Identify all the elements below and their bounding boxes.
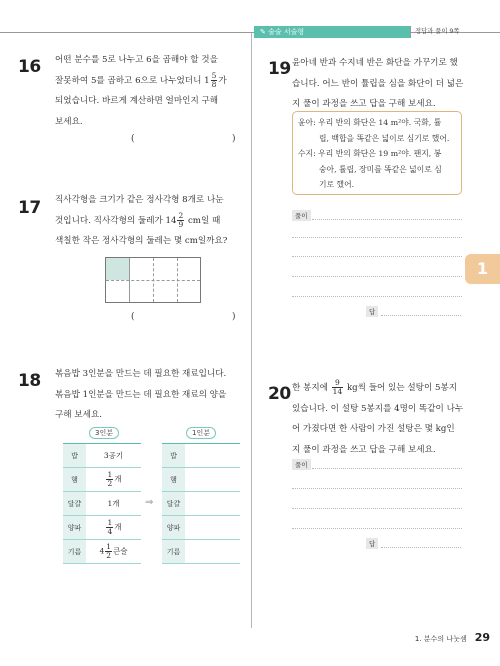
question-number-20: 20 — [268, 384, 291, 404]
answer-label: 답 — [366, 306, 378, 317]
speech-line: 숭아, 튤립, 장미를 똑같은 넓이로 심 — [319, 164, 442, 174]
final-answer-line[interactable] — [381, 547, 461, 548]
fraction-denominator: 9 — [178, 219, 184, 229]
question-20-text — [292, 378, 472, 460]
q16-line: 되었습니다. 바르게 계산하면 얼마인지 구해 — [55, 96, 219, 106]
table-row — [63, 540, 141, 564]
row-label: 기름 — [63, 540, 86, 564]
conversation-text — [298, 115, 460, 193]
answer-cell[interactable] — [185, 540, 240, 564]
q19-line: 습니다. 어느 반이 튤립을 심을 화단이 더 넓은 — [292, 78, 464, 89]
question-number-19: 19 — [268, 59, 291, 79]
answer-line[interactable] — [312, 468, 462, 469]
whole-number: 4 — [99, 546, 105, 556]
answer-line[interactable] — [312, 219, 462, 220]
table-row — [162, 468, 240, 492]
answer-line[interactable] — [292, 256, 462, 257]
q20-line: 지 풀이 과정을 쓰고 답을 구해 보세요. — [292, 444, 436, 455]
solution-label: 풀이 — [292, 459, 311, 470]
q17-line-part: 것입니다. 직사각형의 둘레가 14 — [55, 215, 177, 226]
row-value — [86, 516, 141, 540]
question-19-text — [292, 53, 472, 115]
answer-line[interactable] — [292, 276, 462, 277]
answer-cell[interactable] — [185, 468, 240, 492]
q16-line: 보세요. — [55, 116, 83, 127]
answer-line[interactable] — [292, 237, 462, 238]
grid-line — [106, 280, 200, 281]
q18-line: 볶음밥 3인분을 만드는 데 필요한 재료입니다. — [55, 369, 227, 379]
speech-line: 윤아: 우리 반의 화단은 14 m²야. 국화, 튤 — [298, 118, 442, 127]
row-label: 햄 — [63, 468, 86, 492]
q20-line-part: kg씩 들어 있는 설탕이 5봉지 — [344, 383, 458, 393]
q16-answer-blank[interactable] — [139, 134, 229, 147]
footer-chapter: 1. 분수의 나눗셈 — [414, 635, 467, 643]
q16-line-part: 가 — [218, 75, 227, 86]
final-answer-line[interactable] — [381, 315, 461, 316]
speech-line: 수지: 우리 반의 화단은 19 m²야. 팬지, 봉 — [298, 149, 442, 158]
fraction-numerator: 1 — [107, 470, 113, 479]
arrow-icon: ⇒ — [145, 497, 154, 508]
fraction — [332, 379, 344, 396]
unit: 개 — [114, 474, 122, 484]
fraction — [106, 471, 113, 488]
row-value — [86, 468, 141, 492]
q16-line — [55, 71, 250, 92]
unit: 큰술 — [113, 546, 128, 556]
fraction-denominator: 4 — [107, 527, 113, 536]
fraction-numerator: 1 — [106, 542, 112, 551]
speech-line: 기로 했어. — [319, 180, 355, 189]
row-label: 달걀 — [63, 492, 86, 516]
fraction-denominator: 2 — [107, 479, 113, 488]
row-value: 3공기 — [86, 444, 141, 468]
row-label: 기름 — [162, 540, 185, 564]
table-row — [162, 516, 240, 540]
table-row — [63, 468, 141, 492]
fraction-denominator: 2 — [106, 551, 112, 560]
q20-line: 있습니다. 이 설탕 5봉지를 4명이 똑같이 나누 — [292, 403, 464, 414]
answer-label: 답 — [366, 538, 378, 549]
row-value: 1개 — [86, 492, 141, 516]
pencil-icon: ✎ — [260, 28, 269, 36]
ingredients-table-1 — [162, 443, 240, 564]
side-tab-label: 1 — [476, 259, 489, 278]
fraction-numerator: 5 — [211, 70, 217, 80]
row-label: 달걀 — [162, 492, 185, 516]
q17-answer-blank[interactable] — [139, 312, 229, 325]
question-number-16: 16 — [18, 57, 41, 77]
rectangle-grid — [105, 257, 201, 303]
footer — [380, 626, 490, 645]
answer-line[interactable] — [292, 508, 462, 509]
row-label: 양파 — [162, 516, 185, 540]
answer-line[interactable] — [292, 296, 462, 297]
q18-line: 구해 보세요. — [55, 410, 102, 420]
table-header-3servings: 3인분 — [89, 427, 119, 439]
fraction — [177, 212, 184, 229]
shaded-square — [106, 258, 129, 280]
q17-line — [55, 211, 250, 232]
fraction-denominator: 14 — [332, 387, 343, 396]
fraction-denominator: 8 — [211, 79, 217, 89]
header-badge — [254, 26, 410, 38]
fraction-numerator: 9 — [332, 379, 344, 388]
fraction-numerator: 2 — [178, 210, 184, 220]
question-18-text — [55, 364, 250, 426]
q19-line: 지 풀이 과정을 쓰고 답을 구해 보세요. — [292, 99, 436, 109]
chapter-side-tab — [465, 254, 500, 284]
question-number-17: 17 — [18, 198, 41, 218]
q19-line: 윤아네 반과 수지네 반은 화단을 가꾸기로 했 — [292, 58, 458, 68]
row-label: 양파 — [63, 516, 86, 540]
fraction-numerator: 1 — [107, 518, 113, 527]
row-value — [86, 540, 141, 564]
answer-cell[interactable] — [185, 492, 240, 516]
table-row — [162, 444, 240, 468]
q17-answer-paren-close: ) — [232, 312, 236, 322]
q17-answer-paren-open: ( — [131, 312, 135, 322]
row-label: 밥 — [162, 444, 185, 468]
q18-line: 볶음밥 1인분을 만드는 데 필요한 재료의 양을 — [55, 389, 227, 400]
q20-line: 어 가졌다면 한 사람이 가진 설탕은 몇 kg인 — [292, 424, 455, 434]
table-row — [63, 492, 141, 516]
answer-ref — [410, 26, 495, 38]
q16-answer-paren-open: ( — [131, 134, 135, 144]
q20-line — [292, 378, 472, 399]
fraction — [106, 519, 113, 536]
q17-line-part: cm일 때 — [185, 215, 221, 226]
solution-label: 풀이 — [292, 210, 311, 221]
question-number-18: 18 — [18, 371, 41, 391]
q16-answer-paren-close: ) — [232, 134, 236, 144]
row-label: 햄 — [162, 468, 185, 492]
answer-cell[interactable] — [185, 444, 240, 468]
header-badge-text: 술술 서술형 — [268, 28, 305, 36]
row-label: 밥 — [63, 444, 86, 468]
q20-line-part: 한 봉지에 — [292, 383, 331, 393]
page-number: 29 — [474, 631, 490, 644]
table-row — [162, 492, 240, 516]
q17-line: 색칠한 작은 정사각형의 둘레는 몇 cm일까요? — [55, 236, 228, 246]
q16-line-part: 잘못하여 5를 곱하고 6으로 나누었더니 1 — [55, 75, 210, 86]
column-divider — [251, 33, 252, 628]
table-row — [63, 516, 141, 540]
q16-line: 어떤 분수를 5로 나누고 6을 곱해야 할 것을 — [55, 55, 218, 65]
unit: 개 — [114, 522, 122, 532]
answer-line[interactable] — [292, 528, 462, 529]
answer-ref-text: 정답과 풀이 9쪽 — [415, 28, 460, 35]
fraction — [105, 543, 112, 560]
ingredients-table-3 — [63, 443, 141, 564]
answer-line[interactable] — [292, 488, 462, 489]
table-row — [162, 540, 240, 564]
question-16-text — [55, 50, 250, 132]
q17-line: 직사각형을 크기가 같은 정사각형 8개로 나눈 — [55, 195, 224, 205]
speech-line: 립, 백합을 똑같은 넓이로 심기로 했어. — [319, 133, 450, 143]
answer-cell[interactable] — [185, 516, 240, 540]
table-header-1serving: 1인분 — [186, 427, 216, 439]
fraction — [211, 72, 218, 89]
table-row — [63, 444, 141, 468]
question-17-text — [55, 190, 250, 252]
